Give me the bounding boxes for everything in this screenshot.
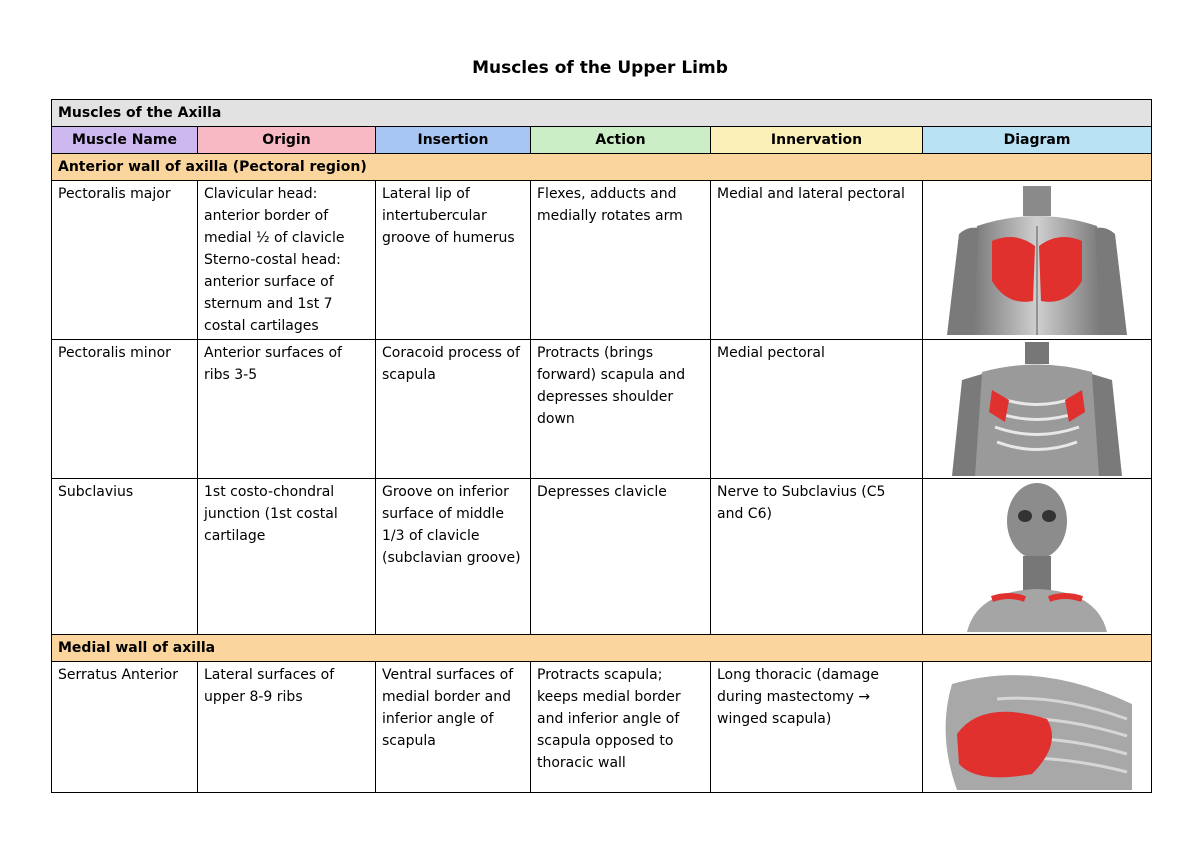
header-innervation: Innervation: [711, 127, 923, 154]
table-row: [52, 181, 1152, 340]
innervation-cell: Nerve to Subclavius (C5 and C6): [711, 479, 923, 635]
header-insertion: Insertion: [376, 127, 531, 154]
muscle-name-cell: Serratus Anterior: [52, 662, 198, 793]
insertion-cell: Coracoid process of scapula: [376, 340, 531, 479]
innervation-cell: Long thoracic (damage during mastectomy → winged scapula): [711, 662, 923, 793]
page-title: Muscles of the Upper Limb: [472, 58, 728, 78]
origin-sternocostal: Sterno-costal head: anterior surface of sternum and 1st 7 costal cartilages: [204, 252, 341, 334]
table-row: [52, 662, 1152, 793]
subclavius-diagram: [937, 481, 1137, 632]
insertion-cell: Groove on inferior surface of middle 1/3 of clavicle (subclavian groove): [376, 479, 531, 635]
diagram-cell: [923, 662, 1152, 793]
subsection-title: Medial wall of axilla: [52, 635, 1152, 662]
action-cell: Protracts (brings forward) scapula and depresses shoulder down: [531, 340, 711, 479]
header-diagram: Diagram: [923, 127, 1152, 154]
insertion-cell: Lateral lip of intertubercular groove of humerus: [376, 181, 531, 340]
muscle-name-cell: Subclavius: [52, 479, 198, 635]
innervation-cell: Medial pectoral: [711, 340, 923, 479]
header-origin: Origin: [198, 127, 376, 154]
insertion-cell: Ventral surfaces of medial border and inferior angle of scapula: [376, 662, 531, 793]
header-action: Action: [531, 127, 711, 154]
header-muscle-name: Muscle Name: [52, 127, 198, 154]
subsection-row-medial: [52, 635, 1152, 662]
subsection-title: Anterior wall of axilla (Pectoral region): [52, 154, 1152, 181]
origin-cell: 1st costo-chondral junction (1st costal cartilage: [198, 479, 376, 635]
header-row: [52, 127, 1152, 154]
action-cell: Protracts scapula; keeps medial border and inferior angle of scapula opposed to thoracic wall: [531, 662, 711, 793]
diagram-cell: [923, 340, 1152, 479]
action-cell: Flexes, adducts and medially rotates arm: [531, 181, 711, 340]
pectoralis-minor-diagram: [937, 342, 1137, 476]
action-cell: Depresses clavicle: [531, 479, 711, 635]
diagram-cell: [923, 479, 1152, 635]
innervation-cell: Medial and lateral pectoral: [711, 181, 923, 340]
origin-clavicular: Clavicular head: anterior border of medial ½ of clavicle: [204, 186, 345, 246]
muscles-table: [51, 99, 1152, 793]
origin-cell: Anterior surfaces of ribs 3-5: [198, 340, 376, 479]
subsection-row-anterior: [52, 154, 1152, 181]
origin-cell: Lateral surfaces of upper 8-9 ribs: [198, 662, 376, 793]
table-row: [52, 340, 1152, 479]
table-row: [52, 479, 1152, 635]
muscle-name-cell: Pectoralis minor: [52, 340, 198, 479]
section-title: Muscles of the Axilla: [52, 100, 1152, 127]
section-title-row: [52, 100, 1152, 127]
origin-cell: [198, 181, 376, 340]
muscle-name-cell: Pectoralis major: [52, 181, 198, 340]
diagram-cell: [923, 181, 1152, 340]
pectoralis-major-diagram: [937, 186, 1137, 335]
serratus-anterior-diagram: [937, 664, 1137, 790]
